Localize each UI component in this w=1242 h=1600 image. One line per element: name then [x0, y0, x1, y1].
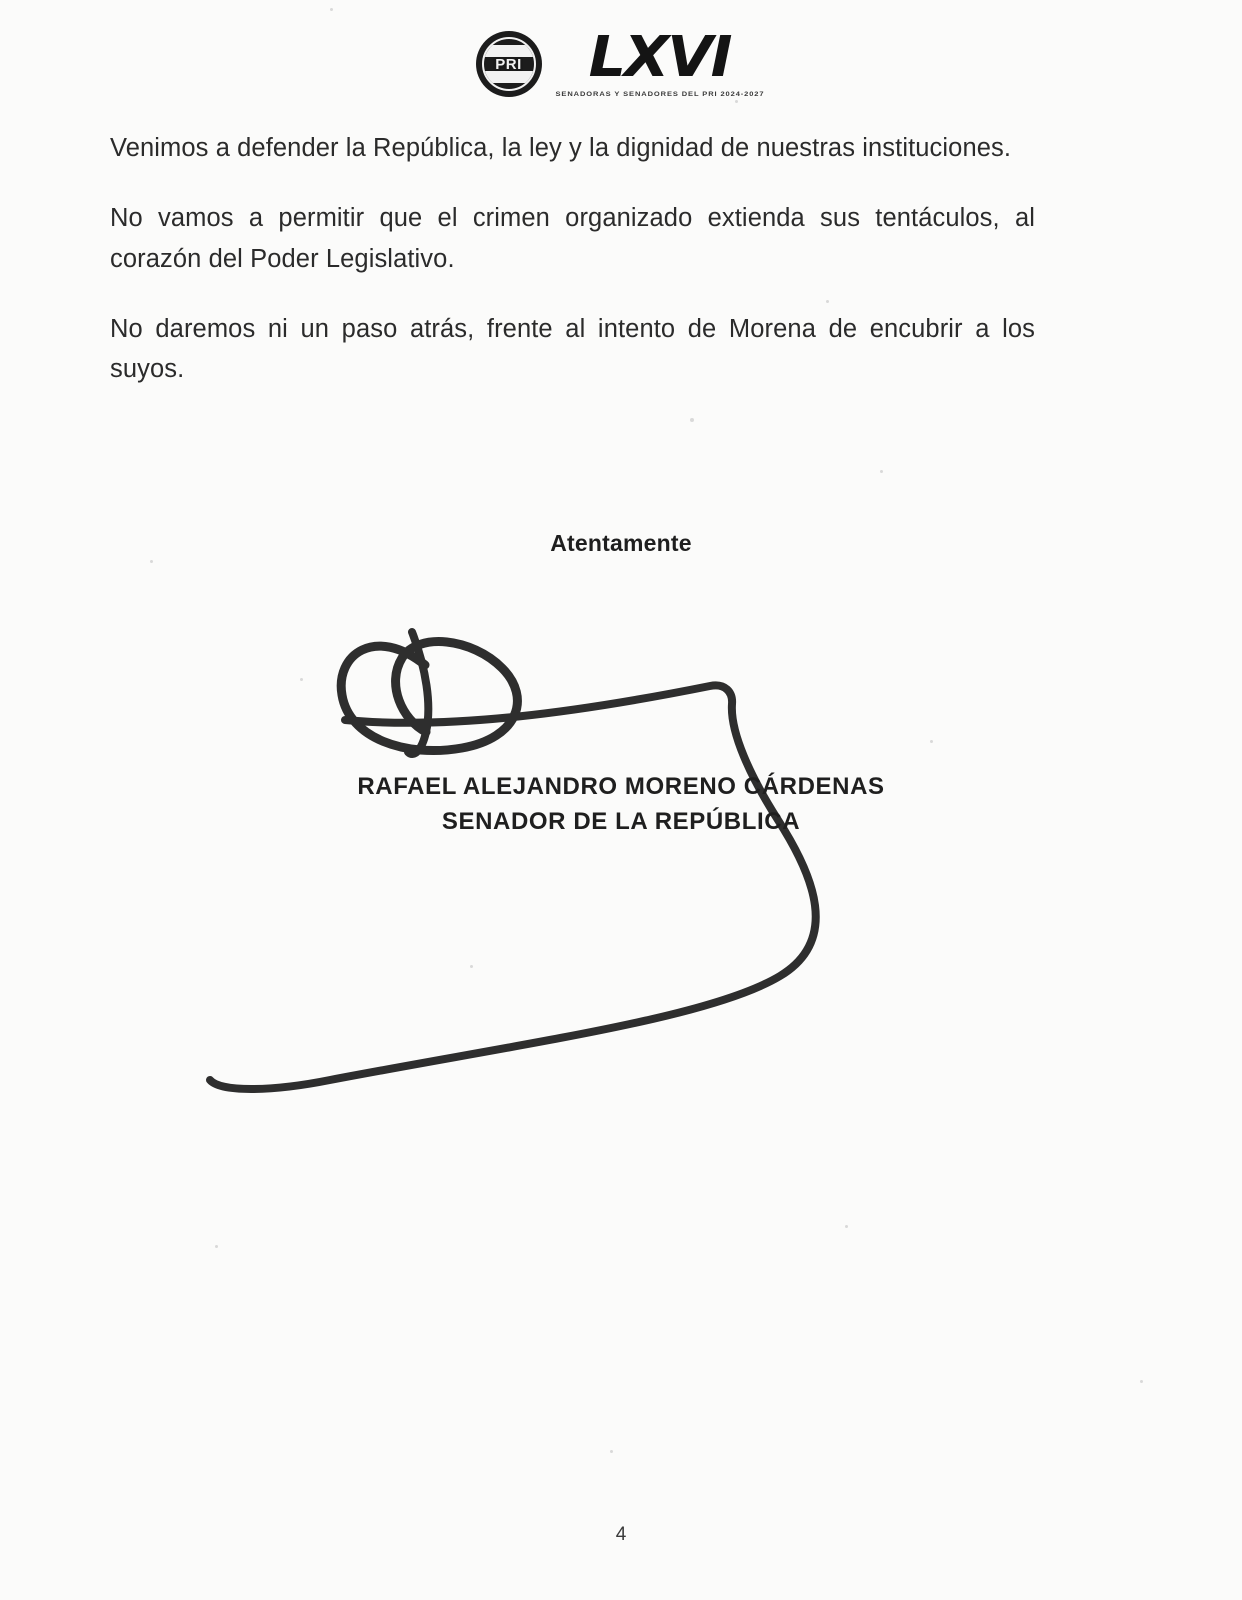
- signature-block: [0, 770, 1242, 840]
- paragraph: No vamos a permitir que el crimen organizado extienda sus tentáculos, al corazón del Poder Legislativo.: [110, 204, 1035, 273]
- pri-logo-icon: [478, 33, 540, 95]
- paragraph: No daremos ni un paso atrás, frente al intento de Morena de encubrir a los suyos.: [110, 314, 1035, 384]
- legislature-subtitle: SENADORAS Y SENADORES DEL PRI 2024-2027: [555, 89, 765, 98]
- letterhead: [0, 18, 1242, 110]
- closing-salutation: Atentamente: [550, 530, 692, 556]
- page-number: 4: [615, 1524, 627, 1545]
- signer-title: SENADOR DE LA REPÚBLICA: [441, 807, 801, 835]
- paragraph: Venimos a defender la República, la ley y la dignidad de nuestras instituciones.: [110, 134, 1012, 162]
- signer-name: RAFAEL ALEJANDRO MORENO CÁRDENAS: [357, 773, 885, 800]
- document-body: [110, 128, 1035, 389]
- pri-logo-text: PRI: [495, 55, 522, 73]
- legislature-mark: [555, 25, 765, 98]
- signature-image: [150, 580, 1030, 1100]
- legislature-numeral: LXVI: [589, 25, 731, 91]
